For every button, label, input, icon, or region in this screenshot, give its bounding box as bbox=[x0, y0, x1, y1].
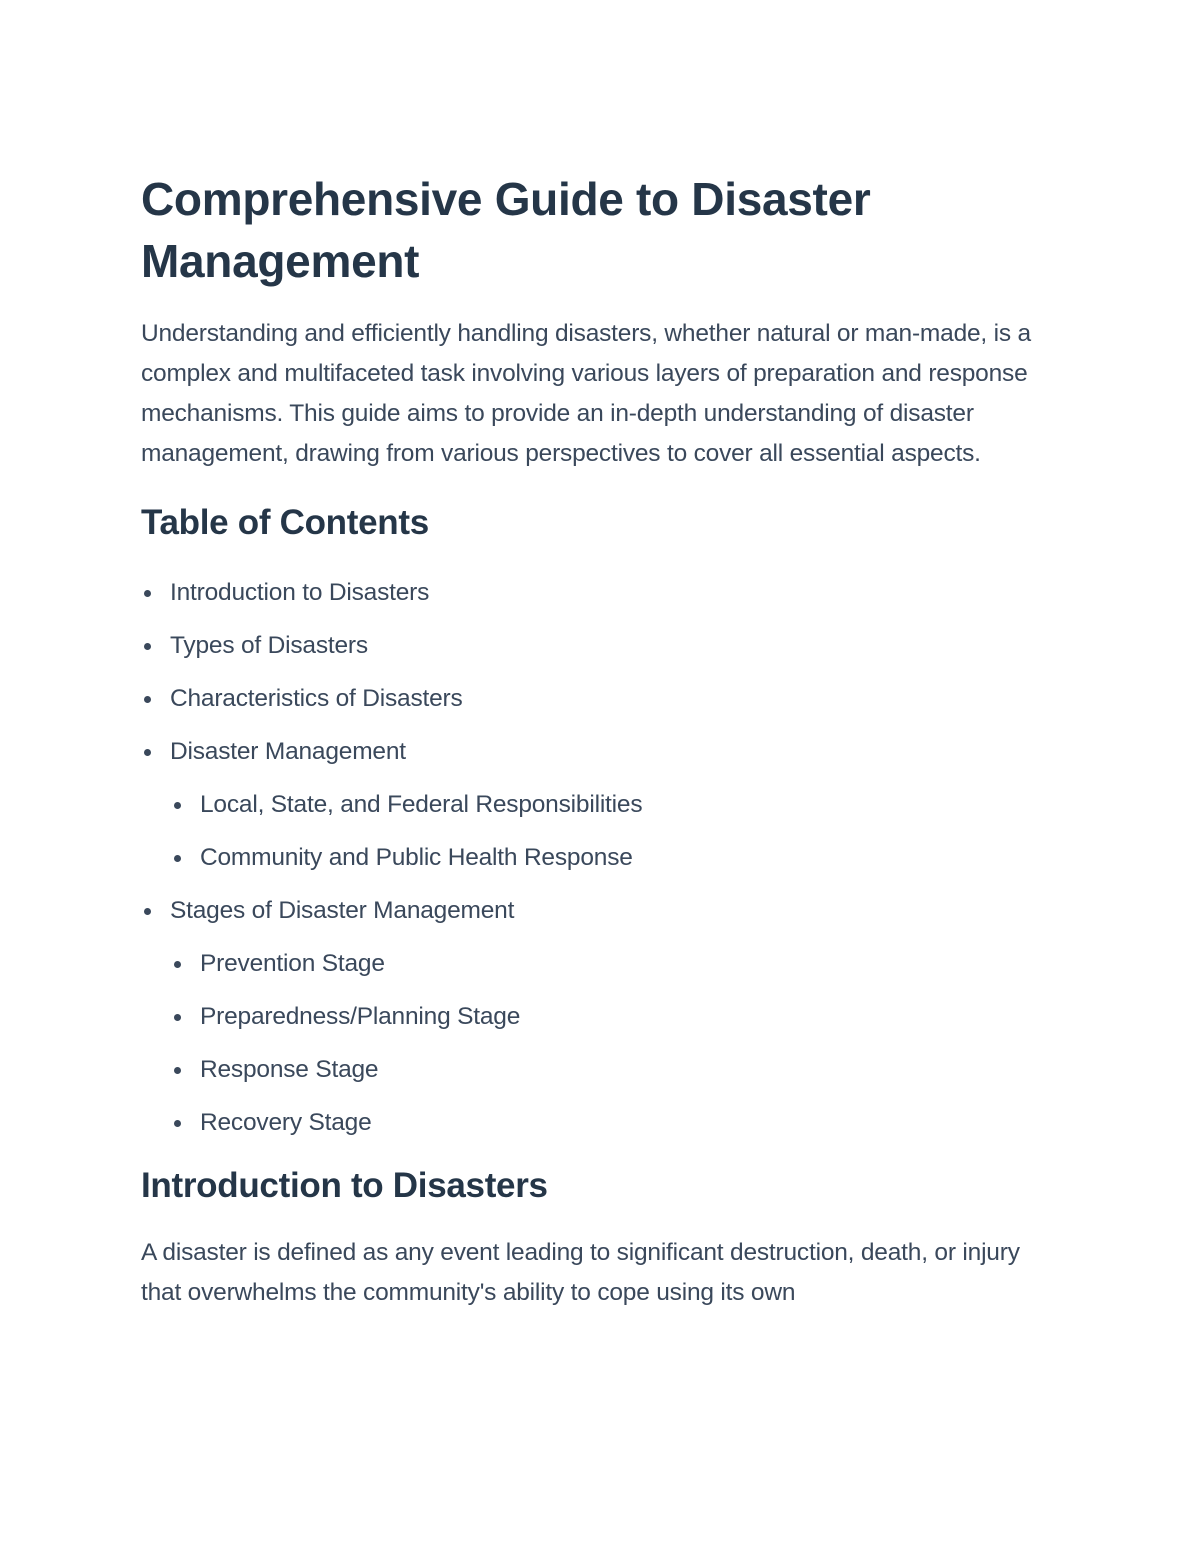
toc-item-prevention-stage[interactable] bbox=[141, 949, 1061, 979]
table-of-contents bbox=[141, 578, 1061, 1138]
bullet-icon bbox=[144, 590, 151, 597]
toc-item-local-state-federal-responsibilities[interactable] bbox=[141, 790, 1061, 820]
toc-item-label: Disaster Management bbox=[170, 738, 406, 765]
toc-item-label: Local, State, and Federal Responsibilities bbox=[200, 791, 643, 818]
toc-item-recovery-stage[interactable] bbox=[141, 1108, 1061, 1138]
toc-item-label: Types of Disasters bbox=[170, 632, 368, 659]
toc-item-preparedness-planning-stage[interactable] bbox=[141, 1002, 1061, 1032]
section-body-introduction: A disaster is defined as any event leading to significant destruction, death, or injury that overwhelms the community's ability to cope using its own bbox=[141, 1239, 1020, 1306]
toc-item-label: Preparedness/Planning Stage bbox=[200, 1003, 521, 1030]
bullet-icon bbox=[174, 961, 181, 968]
bullet-icon bbox=[144, 643, 151, 650]
document-page bbox=[141, 168, 1061, 1313]
section-heading-introduction: Introduction to Disasters bbox=[141, 1166, 548, 1205]
bullet-icon bbox=[174, 802, 181, 809]
bullet-icon bbox=[144, 749, 151, 756]
intro-paragraph: Understanding and efficiently handling disasters, whether natural or man-made, is a complex and multifaceted task involving various layers of preparation and response mechanisms. This guide aims to provide an in-depth understanding of disaster management, drawing from various perspectives to cover all essential aspects. bbox=[141, 320, 1031, 467]
bullet-icon bbox=[144, 908, 151, 915]
toc-heading: Table of Contents bbox=[141, 503, 429, 542]
toc-item-response-stage[interactable] bbox=[141, 1055, 1061, 1085]
toc-item-label: Characteristics of Disasters bbox=[170, 685, 463, 712]
toc-item-label: Recovery Stage bbox=[200, 1109, 372, 1136]
toc-item-label: Introduction to Disasters bbox=[170, 579, 430, 606]
bullet-icon bbox=[174, 1014, 181, 1021]
bullet-icon bbox=[144, 696, 151, 703]
document-title: Comprehensive Guide to Disaster Management bbox=[141, 173, 871, 287]
bullet-icon bbox=[174, 855, 181, 862]
toc-item-label: Community and Public Health Response bbox=[200, 844, 633, 871]
toc-item-community-public-health-response[interactable] bbox=[141, 843, 1061, 873]
toc-item-label: Stages of Disaster Management bbox=[170, 897, 515, 924]
toc-item-label: Response Stage bbox=[200, 1056, 379, 1083]
toc-item-label: Prevention Stage bbox=[200, 950, 385, 977]
toc-item-stages-of-disaster-management[interactable] bbox=[141, 896, 1061, 926]
toc-item-disaster-management[interactable] bbox=[141, 737, 1061, 767]
toc-item-introduction-to-disasters[interactable] bbox=[141, 578, 1061, 608]
bullet-icon bbox=[174, 1120, 181, 1127]
bullet-icon bbox=[174, 1067, 181, 1074]
toc-item-characteristics-of-disasters[interactable] bbox=[141, 684, 1061, 714]
toc-item-types-of-disasters[interactable] bbox=[141, 631, 1061, 661]
